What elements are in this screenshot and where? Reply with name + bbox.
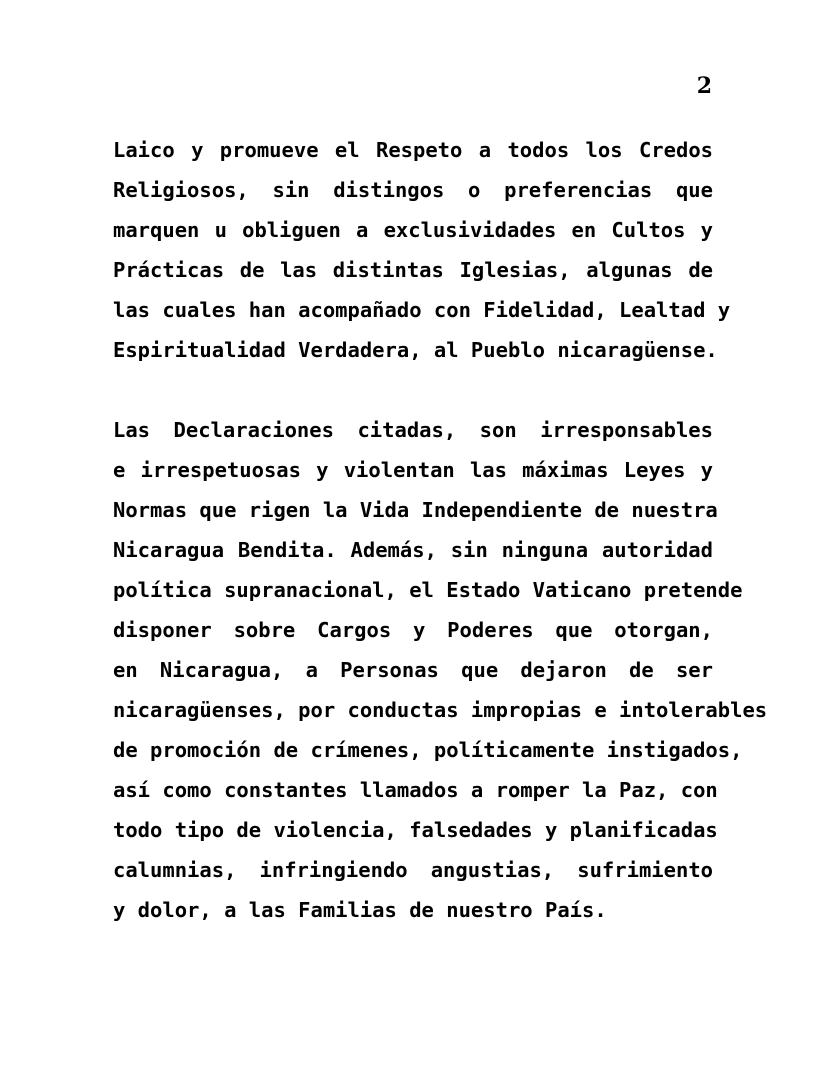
text-line: marquen u obliguen a exclusividades en Cultos y xyxy=(113,218,713,242)
document-body xyxy=(113,130,768,930)
text-line: de promoción de crímenes, políticamente instigados, xyxy=(113,738,743,762)
text-line: Prácticas de las distintas Iglesias, algunas de xyxy=(113,258,713,282)
text-line: nicaragüenses, por conductas impropias e intolerables xyxy=(113,698,768,722)
text-line: y dolor, a las Familias de nuestro País. xyxy=(113,898,607,922)
page-number: 2 xyxy=(696,73,712,99)
text-line: así como constantes llamados a romper la Paz, con xyxy=(113,778,718,802)
text-line: disponer sobre Cargos y Poderes que otorgan, xyxy=(113,618,713,642)
text-line: las cuales han acompañado con Fidelidad, Lealtad y xyxy=(113,298,731,322)
paragraph-1 xyxy=(113,130,731,370)
text-line: calumnias, infringiendo angustias, sufrimiento xyxy=(113,858,713,882)
text-line: Nicaragua Bendita. Además, sin ninguna autoridad xyxy=(113,538,713,562)
text-line: e irrespetuosas y violentan las máximas Leyes y xyxy=(113,458,713,482)
text-line: Las Declaraciones citadas, son irresponsables xyxy=(113,418,713,442)
text-line: Laico y promueve el Respeto a todos los Credos xyxy=(113,138,713,162)
text-line: Religiosos, sin distingos o preferencias que xyxy=(113,178,713,202)
text-line: en Nicaragua, a Personas que dejaron de ser xyxy=(113,658,713,682)
text-line: Normas que rigen la Vida Independiente de nuestra xyxy=(113,498,718,522)
text-line: Espiritualidad Verdadera, al Pueblo nicaragüense. xyxy=(113,338,718,362)
text-line: todo tipo de violencia, falsedades y planificadas xyxy=(113,818,718,842)
text-line: política supranacional, el Estado Vaticano pretende xyxy=(113,578,743,602)
paragraph-2 xyxy=(113,410,768,930)
